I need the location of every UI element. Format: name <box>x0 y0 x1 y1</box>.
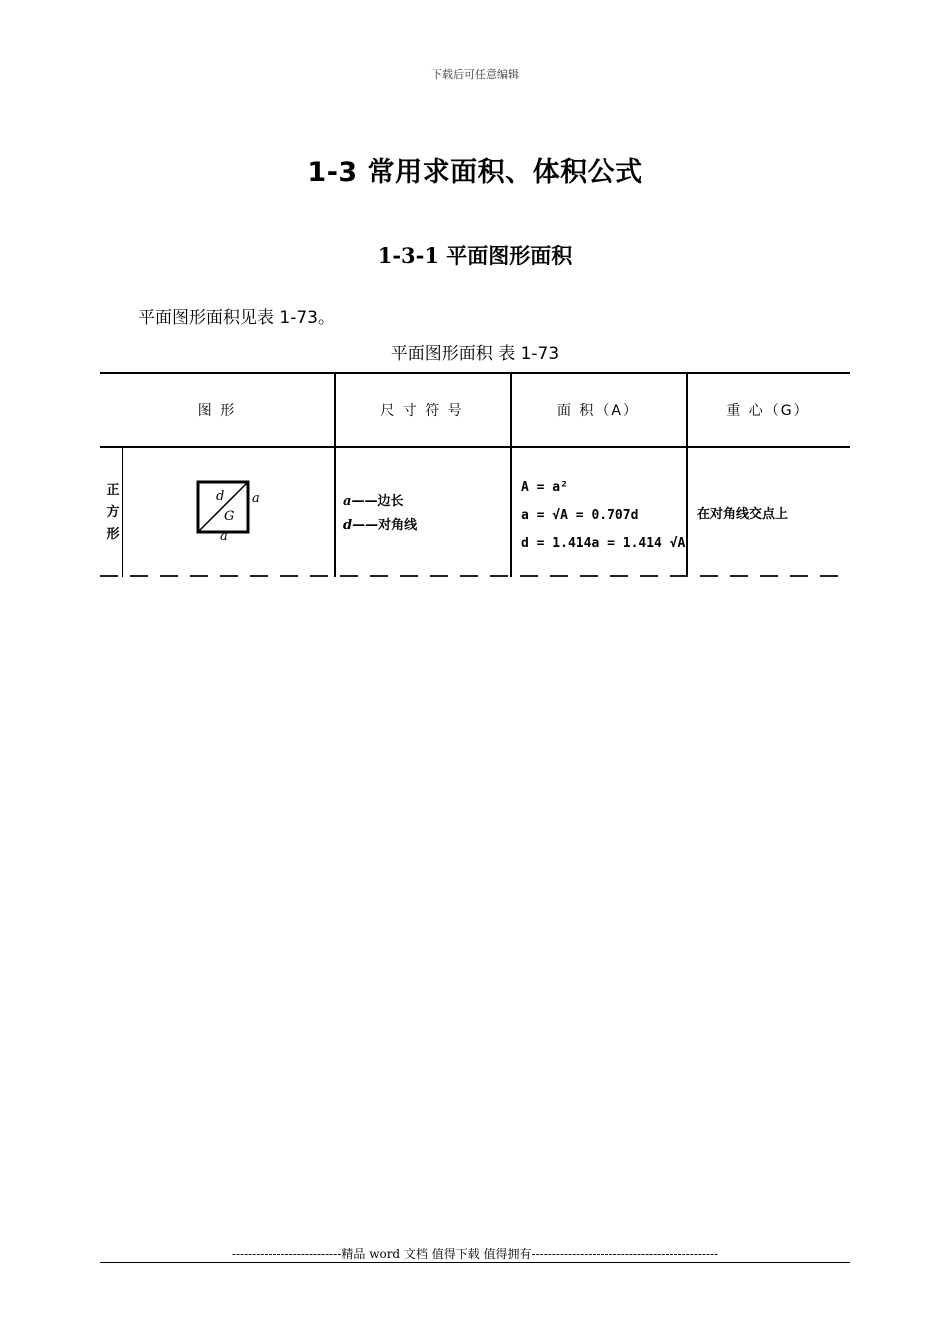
area-formula-table <box>100 372 850 577</box>
label-a-right: a <box>252 491 260 506</box>
category-char: 方 <box>106 505 120 520</box>
category-char: 正 <box>106 483 120 498</box>
symbol-list <box>343 490 417 538</box>
header-figure: 图 形 <box>197 403 237 419</box>
header-area: 面 积（A） <box>556 403 640 419</box>
category-char: 形 <box>106 527 120 542</box>
symbol-item: d——对角线 <box>343 518 418 533</box>
label-g: G <box>224 509 235 524</box>
label-a-bottom: a <box>220 529 228 540</box>
centroid-text: 在对角线交点上 <box>697 507 789 522</box>
header-centroid: 重 心（G） <box>726 403 810 419</box>
cropped-row-edge <box>100 575 850 577</box>
label-d: d <box>216 489 225 504</box>
category-label <box>104 480 122 546</box>
formula: d = 1.414a = 1.414 √A <box>521 536 686 551</box>
intro-paragraph: 平面图形面积见表 1-73。 <box>138 308 335 328</box>
header-note: 下载后可任意编辑 <box>431 68 519 81</box>
formula-list <box>521 474 685 558</box>
page-title: 1-3 常用求面积、体积公式 <box>307 157 643 188</box>
formula: a = √A = 0.707d <box>521 508 639 523</box>
formula: A = a² <box>521 480 568 495</box>
category-divider <box>122 446 123 577</box>
footer-text: ---------------------------精品 word 文档 值得下载 值得拥有---------------------------------------------- <box>231 1247 719 1261</box>
section-title: 1-3-1 平面图形面积 <box>377 243 573 268</box>
footer-rule <box>100 1262 850 1263</box>
square-figure <box>190 480 270 540</box>
symbol-item: a——边长 <box>343 494 404 509</box>
header-symbols: 尺 寸 符 号 <box>380 403 464 419</box>
header-bottom-rule <box>100 446 850 448</box>
table-caption: 平面图形面积 表 1-73 <box>390 344 560 364</box>
